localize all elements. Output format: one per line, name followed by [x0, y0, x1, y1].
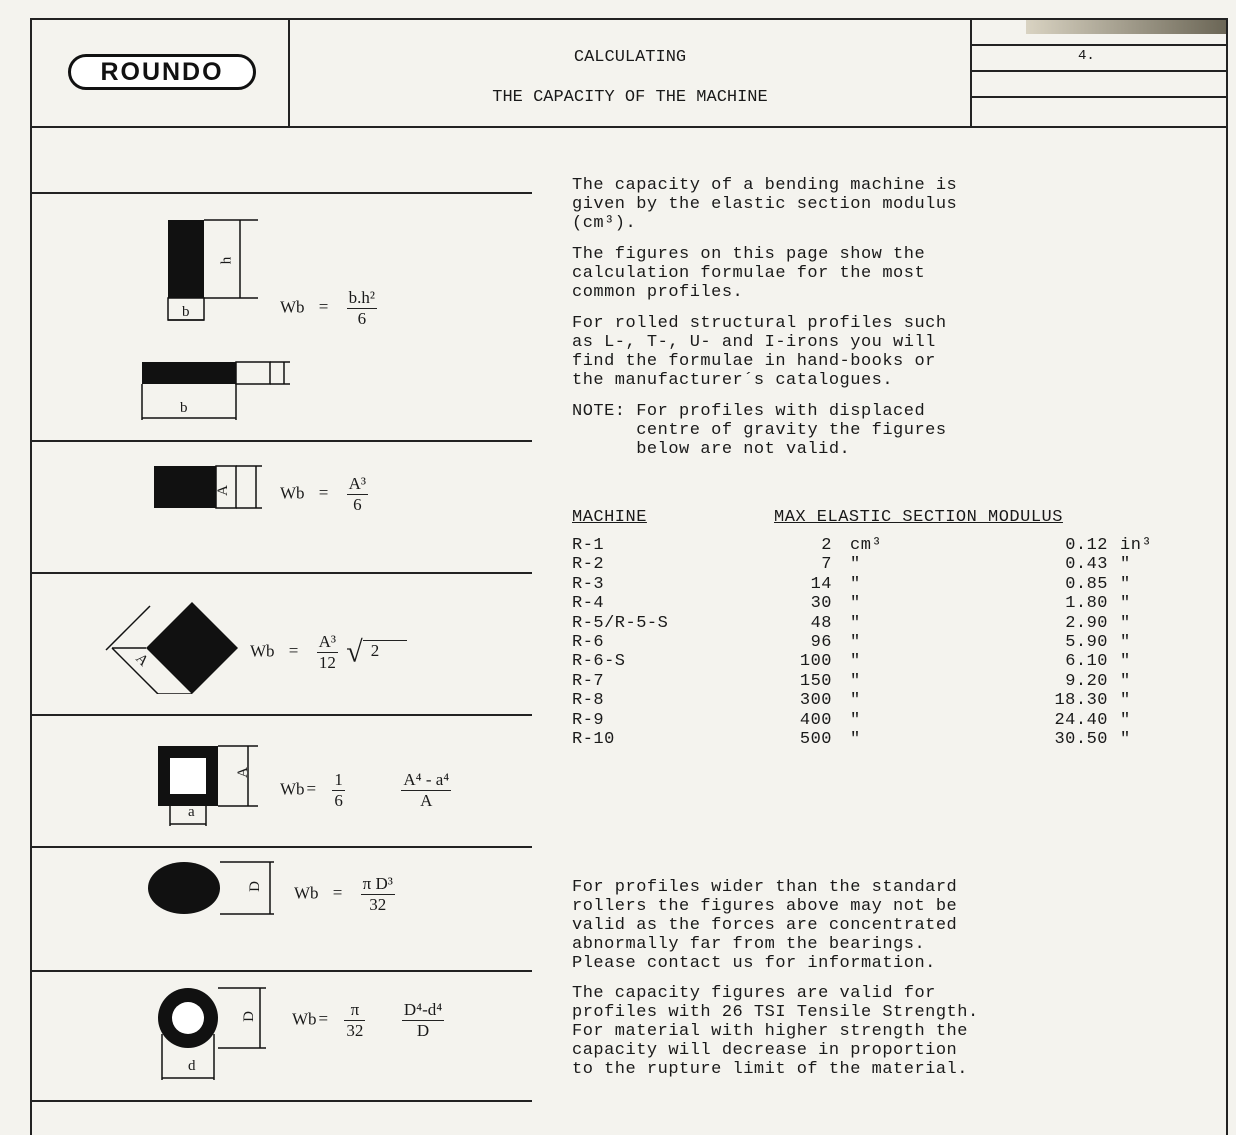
header [32, 20, 1226, 128]
in-unit-cell: " [1120, 555, 1131, 575]
table-row [572, 730, 1212, 749]
in-value-cell: 1.80 [1065, 594, 1108, 614]
label-b: b [182, 304, 190, 320]
label-D: D [240, 1011, 257, 1022]
document-page [30, 18, 1228, 1135]
intro-paragraph-1: The capacity of a bending machine is given by the elastic section modulus (cm³). [572, 176, 958, 233]
equals: = [288, 641, 299, 661]
numerator: A³ [348, 474, 367, 493]
machine-cell: R-8 [572, 691, 605, 711]
numerator: A³ [318, 632, 337, 651]
title-cell [290, 20, 972, 126]
in-value-cell: 0.12 [1065, 536, 1108, 555]
table-row [572, 575, 1212, 594]
sqrt-icon: √ [346, 635, 363, 669]
formula-square [280, 474, 372, 515]
machine-cell: R-3 [572, 574, 605, 594]
divider [32, 970, 532, 972]
numerator: b.h² [348, 288, 375, 307]
cm-value-cell: 2 [821, 536, 832, 555]
wide-profile-paragraph: For profiles wider than the standard rollers the figures above may not be valid as the forces are concentrated abnormally far from the bearings. Please contact us for information. [572, 878, 958, 973]
denominator: 6 [357, 309, 367, 328]
fraction [332, 770, 345, 811]
table-header-modulus [774, 508, 1063, 527]
fraction [347, 474, 368, 515]
wb-symbol: Wb [250, 641, 275, 661]
in-value-cell: 24.40 [1054, 710, 1108, 730]
denominator: 32 [369, 895, 387, 914]
numerator: π [344, 1000, 365, 1021]
formula-diamond [250, 632, 407, 673]
cm-unit-cell: " [850, 594, 861, 614]
cm-unit-cell: " [850, 555, 861, 575]
in-unit-cell: " [1120, 613, 1131, 633]
machine-cell: R-1 [572, 536, 605, 555]
intro-paragraph-2: The figures on this page show the calculation formulae for the most common profiles. [572, 245, 926, 302]
cm-value-cell: 400 [799, 710, 832, 730]
cm-unit-cell: " [850, 691, 861, 711]
in-unit-cell: " [1120, 710, 1131, 730]
machine-cell: R-7 [572, 671, 605, 691]
roundo-logo: ROUNDO [68, 54, 256, 90]
note-paragraph: NOTE: For profiles with displaced centre of gravity the figures below are not valid. [572, 402, 947, 459]
page-number: 4. [1078, 48, 1095, 64]
machine-cell: R-5/R-5-S [572, 613, 669, 633]
in-unit-cell: " [1120, 691, 1131, 711]
cm-unit-cell: " [850, 613, 861, 633]
fraction [361, 874, 395, 915]
table-row [572, 594, 1212, 613]
radicand: 2 [363, 640, 408, 660]
wb-symbol: Wb [280, 297, 305, 317]
fraction [347, 288, 377, 329]
divider [32, 1100, 532, 1102]
in-value-cell: 6.10 [1065, 652, 1108, 672]
tensile-strength-paragraph: The capacity figures are valid for profiles with 26 TSI Tensile Strength. For material with higher strength the capacity will decrease in proportion to the rupture limit of the material. [572, 984, 979, 1079]
in-unit-cell: in³ [1120, 536, 1153, 555]
numerator: 1 [334, 770, 343, 789]
denominator: 6 [353, 495, 362, 514]
capacity-table [572, 536, 1212, 749]
in-unit-cell: " [1120, 652, 1131, 672]
label-A: A [234, 767, 251, 778]
formula-tube [292, 1000, 448, 1041]
table-header-modulus-label: MAX ELASTIC SECTION MODULUS [774, 508, 1063, 527]
wb-symbol: Wb [294, 883, 319, 903]
cm-value-cell: 300 [799, 691, 832, 711]
numerator: A⁴ - a⁴ [403, 770, 450, 789]
table-row [572, 691, 1212, 710]
label-h: h [218, 256, 235, 265]
in-value-cell: 0.43 [1065, 555, 1108, 575]
in-unit-cell: " [1120, 671, 1131, 691]
numerator: π D³ [362, 874, 393, 893]
label-D: D [246, 881, 263, 892]
machine-cell: R-6 [572, 632, 605, 652]
table-row [572, 555, 1212, 574]
machine-cell: R-9 [572, 710, 605, 730]
cm-unit-cell: " [850, 710, 861, 730]
equals: = [318, 297, 329, 317]
in-unit-cell: " [1120, 574, 1131, 594]
cm-value-cell: 96 [810, 632, 832, 652]
tube-profile-icon [156, 982, 306, 1082]
cm-value-cell: 14 [810, 574, 832, 594]
denominator: 32 [346, 1021, 364, 1040]
label-d: d [188, 1058, 196, 1074]
rectangle-profile-icon [162, 216, 262, 326]
meta-row-1 [972, 20, 1228, 46]
label-A: A [214, 485, 231, 496]
in-unit-cell: " [1120, 729, 1131, 749]
label-b: b [180, 400, 188, 416]
in-value-cell: 2.90 [1065, 613, 1108, 633]
formula-round-bar [294, 874, 399, 915]
table-row [572, 536, 1212, 555]
denominator: 12 [318, 653, 336, 672]
fraction [401, 770, 451, 811]
table-row [572, 652, 1212, 671]
in-value-cell: 0.85 [1065, 574, 1108, 594]
numerator: D⁴-d⁴ [403, 1000, 443, 1019]
wb-symbol: Wb [292, 1009, 317, 1029]
cm-value-cell: 150 [799, 671, 832, 691]
equals: = [318, 483, 329, 503]
cm-unit-cell: " [850, 729, 861, 749]
round-bar-profile-icon [144, 858, 294, 922]
cm-value-cell: 500 [799, 729, 832, 749]
intro-paragraph-3: For rolled structural profiles such as L-, T-, U- and I-irons you will find the formulae in hand-books or the manufacturer´s catalogues. [572, 314, 947, 390]
divider [32, 846, 532, 848]
diamond-profile-icon [102, 598, 252, 694]
formula-hollow-square [280, 770, 455, 811]
divider [32, 714, 532, 716]
wb-symbol: Wb [280, 483, 305, 503]
equals: = [306, 779, 317, 799]
title-line-1: CALCULATING [573, 48, 687, 67]
machine-cell: R-4 [572, 594, 605, 614]
in-unit-cell: " [1120, 632, 1131, 652]
title-line-2: THE CAPACITY OF THE MACHINE [492, 88, 768, 107]
cm-unit-cell: cm³ [850, 536, 883, 555]
flat-bar-profile-icon [140, 356, 300, 426]
table-header-machine: MACHINE [572, 508, 647, 527]
fraction [344, 1000, 365, 1041]
equals: = [318, 1009, 329, 1029]
denominator: 6 [334, 791, 343, 810]
wb-symbol: Wb [280, 779, 305, 799]
machine-cell: R-2 [572, 555, 605, 575]
logo-cell [32, 20, 290, 126]
meta-row-2 [972, 46, 1228, 72]
cm-unit-cell: " [850, 574, 861, 594]
formula-rectangle [280, 288, 381, 329]
in-value-cell: 5.90 [1065, 632, 1108, 652]
table-row [572, 672, 1212, 691]
fraction [402, 1000, 444, 1041]
cm-value-cell: 48 [810, 613, 832, 633]
fraction [317, 632, 338, 673]
hollow-square-profile-icon [152, 740, 292, 830]
cm-unit-cell: " [850, 671, 861, 691]
in-unit-cell: " [1120, 594, 1131, 614]
denominator: D [416, 1021, 430, 1040]
divider [32, 572, 532, 574]
equals: = [332, 883, 343, 903]
meta-cell [972, 20, 1228, 126]
cm-value-cell: 100 [799, 652, 832, 672]
denominator: A [420, 791, 433, 810]
divider [32, 440, 532, 442]
table-row [572, 711, 1212, 730]
table-row [572, 633, 1212, 652]
cm-unit-cell: " [850, 652, 861, 672]
label-a: a [188, 804, 195, 820]
cm-value-cell: 30 [810, 594, 832, 614]
cm-unit-cell: " [850, 632, 861, 652]
in-value-cell: 18.30 [1054, 691, 1108, 711]
meta-row-3 [972, 72, 1228, 98]
in-value-cell: 9.20 [1065, 671, 1108, 691]
machine-cell: R-10 [572, 729, 615, 749]
machine-cell: R-6-S [572, 652, 626, 672]
table-row [572, 614, 1212, 633]
label-A: A [132, 650, 152, 670]
in-value-cell: 30.50 [1054, 729, 1108, 749]
cm-value-cell: 7 [821, 555, 832, 575]
divider [32, 192, 532, 194]
